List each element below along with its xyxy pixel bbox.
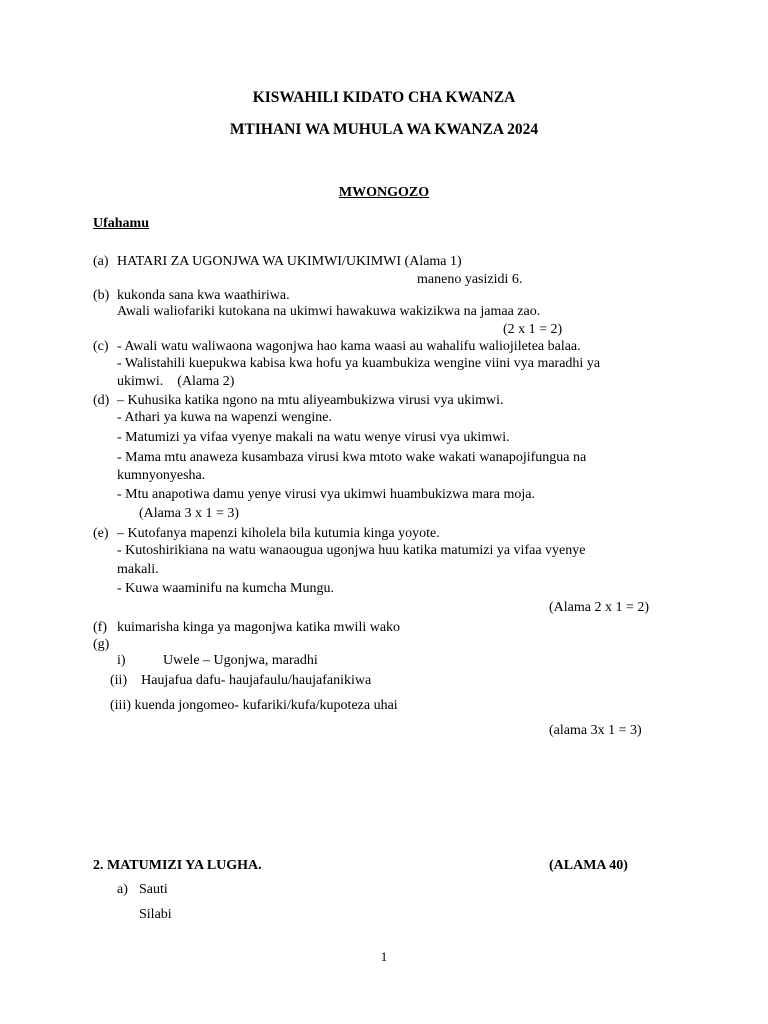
item-c-line: - Walistahili kuepukwa kabisa kwa hofu ya kuambukiza wengine viini vya maradhi ya — [117, 356, 601, 371]
item-e-line: – Kutofanya mapenzi kiholela bila kutumia kinga yoyote. — [117, 526, 440, 541]
item-d-line: - Mtu anapotiwa damu yenye virusi vya ukimwi huambukizwa mara moja. — [117, 487, 535, 502]
item-d-marks: (Alama 3 x 1 = 3) — [139, 506, 240, 521]
item-g-label: (g) — [93, 637, 110, 652]
item-b-marks: (2 x 1 = 2) — [503, 322, 563, 337]
item-g-ii: (ii) Haujafua dafu- haujafaulu/haujafanikiwa — [110, 673, 372, 688]
exam-subtitle: MTIHANI WA MUHULA WA KWANZA 2024 — [229, 121, 539, 138]
item-g-marks: (alama 3x 1 = 3) — [549, 723, 642, 738]
item-g-iii: (iii) kuenda jongomeo- kufariki/kufa/kupoteza uhai — [110, 698, 398, 713]
guide-heading: MWONGOZO — [338, 185, 430, 200]
item-d-line: - Athari ya kuwa na wapenzi wengine. — [117, 410, 332, 425]
item-e-line: - Kutoshirikiana na watu wanaougua ugonjwa huu katika matumizi ya vifaa vyenye — [117, 543, 586, 558]
item-d-line: – Kuhusika katika ngono na mtu aliyeambukizwa virusi vya ukimwi. — [117, 393, 504, 408]
item-2a-line: Silabi — [139, 907, 172, 922]
item-b-line: Awali waliofariki kutokana na ukimwi hawakuwa wakizikwa na jamaa zao. — [117, 304, 541, 319]
item-f-label: (f) — [93, 620, 107, 635]
section-heading-ufahamu: Ufahamu — [93, 216, 150, 231]
item-g-i-text: Uwele – Ugonjwa, maradhi — [163, 653, 318, 668]
item-d-line: - Mama mtu anaweza kusambaza virusi kwa mtoto wake wakati wanapojifungua na — [117, 450, 587, 465]
item-2a-label: a) — [117, 882, 128, 897]
item-a-label: (a) — [93, 254, 109, 269]
item-d-label: (d) — [93, 393, 110, 408]
item-c-label: (c) — [93, 339, 109, 354]
item-d-line: - Matumizi ya vifaa vyenye makali na watu wenye virusi vya ukimwi. — [117, 430, 510, 445]
section-2-marks: (ALAMA 40) — [549, 858, 628, 873]
item-f-text: kuimarisha kinga ya magonjwa katika mwili wako — [117, 620, 401, 635]
item-g-i-label: i) — [117, 653, 126, 668]
item-a-text: HATARI ZA UGONJWA WA UKIMWI/UKIMWI (Alama 1) — [117, 254, 462, 269]
item-e-label: (e) — [93, 526, 109, 541]
item-c-line: ukimwi. (Alama 2) — [117, 374, 235, 389]
page-number: 1 — [380, 949, 388, 964]
section-heading-matumizi: 2. MATUMIZI YA LUGHA. — [93, 858, 262, 873]
item-e-line: - Kuwa waaminifu na kumcha Mungu. — [117, 581, 334, 596]
exam-title: KISWAHILI KIDATO CHA KWANZA — [252, 89, 516, 106]
item-e-line: makali. — [117, 562, 159, 577]
item-b-line: kukonda sana kwa waathiriwa. — [117, 288, 290, 303]
item-a-note: maneno yasizidi 6. — [417, 272, 523, 287]
item-d-line: kumnyonyesha. — [117, 468, 206, 483]
item-b-label: (b) — [93, 288, 110, 303]
item-c-line: - Awali watu waliwaona wagonjwa hao kama waasi au wahalifu waliojiletea balaa. — [117, 339, 581, 354]
item-e-marks: (Alama 2 x 1 = 2) — [549, 600, 650, 615]
item-2a-line: Sauti — [139, 882, 168, 897]
